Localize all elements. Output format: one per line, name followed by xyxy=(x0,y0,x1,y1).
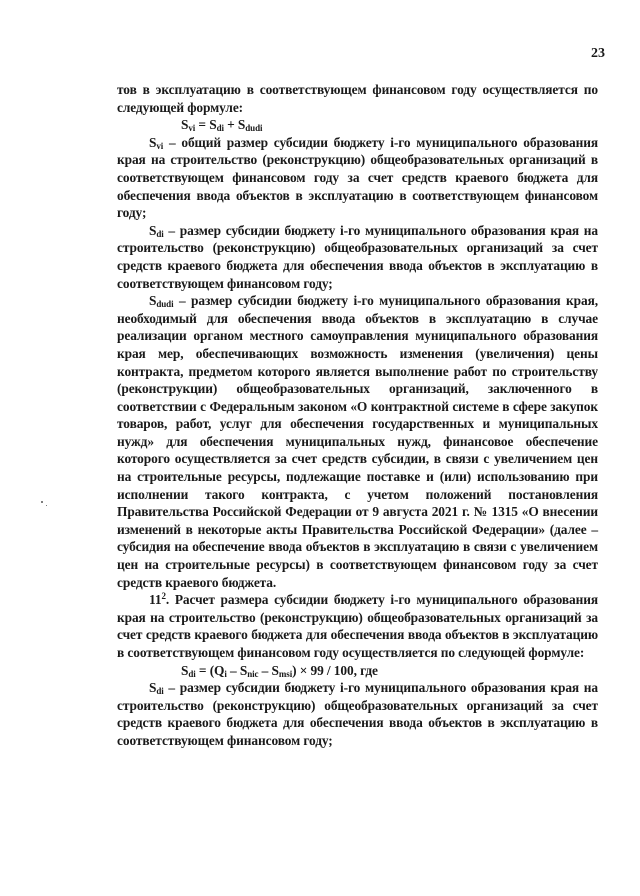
formula-symbol: S xyxy=(209,117,217,133)
definition-symbol: S xyxy=(149,293,157,309)
formula-symbol: S xyxy=(181,662,189,678)
definition-text: – размер субсидии бюджету i-го муниципального образования края, необходимый для обеспечения ввода объектов в эксплуатацию в случае реализации органом местного самоуправления муниципального образования края мер, обеспечивающих возможность изменения (увеличения) цены контракта, предметом которого является выполнение работ по строительству (реконструкции) общеобразовательных организаций, заключенного в соответствии с Федеральным законом «О контрактной системе в сфере закупок товаров, работ, услуг для обеспечения государственных и муниципальных нужд» для обеспечения муниципальных нужд, финансовое обеспечение которого осуществляется за счет средств субсидии, в связи с увеличением цен на строительные ресурсы, подлежащие поставке и (или) использованию при исполнении такого контракта, с учетом положений постановления Правительства Российской Федерации от 9 августа 2021 г. № 1315 «О внесении изменений в некоторые акты Правительства Российской Федерации» (далее – субсидия на обеспечение ввода объектов в эксплуатацию в связи с увеличением цен на строительные ресурсы) в соответствующем финансовом году за счет средств краевого бюджета. xyxy=(117,293,598,590)
clause-superscript: 2 xyxy=(161,591,166,602)
scan-speck xyxy=(41,501,43,503)
formula-operator: = xyxy=(195,117,210,133)
formula-subscript: di xyxy=(188,668,196,679)
definition-sdi xyxy=(117,222,598,292)
formula-symbol: S xyxy=(237,117,246,133)
formula-svi xyxy=(117,116,598,134)
clause-text: . Расчет размера субсидии бюджету i-го муниципального образования края на строительство (реконструкцию) общеобразовательных организаций за счет средств краевого бюджета для обеспечения ввода объектов в эксплуатацию в соответствующем финансовом году осуществляется по следующей формуле: xyxy=(117,592,598,660)
definition-symbol: S xyxy=(149,680,157,696)
definition-text: – размер субсидии бюджету i-го муниципального образования края на строительство (реконструкцию) общеобразовательных организаций за счет средств краевого бюджета для обеспечения ввода объектов в эксплуатацию в соответствующем финансовом году; xyxy=(117,222,598,291)
definition-subscript: di xyxy=(156,686,164,697)
definition-subscript: vi xyxy=(156,140,164,151)
formula-part: = (Q xyxy=(195,662,225,678)
definition-subscript: di xyxy=(156,228,164,239)
formula-subscript: i xyxy=(224,668,227,679)
formula-part: – S xyxy=(226,662,248,678)
definition-text: – общий размер субсидии бюджету i-го муниципального образования края на строительство (реконструкцию) общеобразовательных организаций в соответствующем финансовом году за счет средств краевого бюджета для обеспечения ввода объектов в эксплуатацию в соответствующем финансовом году; xyxy=(117,134,598,221)
definition-sdudi xyxy=(117,292,598,591)
clause-number: 11 xyxy=(149,592,162,608)
scan-speck xyxy=(46,505,47,506)
formula-part: – S xyxy=(258,662,279,678)
formula-subscript: di xyxy=(216,123,224,134)
formula-operator: + xyxy=(223,117,238,133)
formula-subscript: vi xyxy=(188,123,196,134)
formula-subscript: dudi xyxy=(245,123,263,134)
definition-symbol: S xyxy=(149,134,157,150)
definition-svi xyxy=(117,134,598,222)
formula-subscript: msi xyxy=(278,668,293,679)
definition-text: – размер субсидии бюджету i-го муниципального образования края на строительство (реконструкцию) общеобразовательных организаций за счет средств краевого бюджета для обеспечения ввода объектов в эксплуатацию в соответствующем финансовом году; xyxy=(117,680,598,748)
page-number: 23 xyxy=(591,46,605,61)
definition-sdi-2 xyxy=(117,679,598,749)
clause-11-2 xyxy=(117,591,598,661)
intro-paragraph: тов в эксплуатацию в соответствующем финансовом году осуществляется по следующей формуле: xyxy=(117,82,598,115)
document-body xyxy=(117,81,598,750)
definition-symbol: S xyxy=(149,222,157,238)
formula-sdi xyxy=(117,662,598,680)
formula-symbol: S xyxy=(181,117,189,133)
formula-part: ) × 99 / 100, где xyxy=(292,662,378,678)
formula-subscript: nic xyxy=(247,668,259,679)
definition-subscript: dudi xyxy=(156,299,174,310)
